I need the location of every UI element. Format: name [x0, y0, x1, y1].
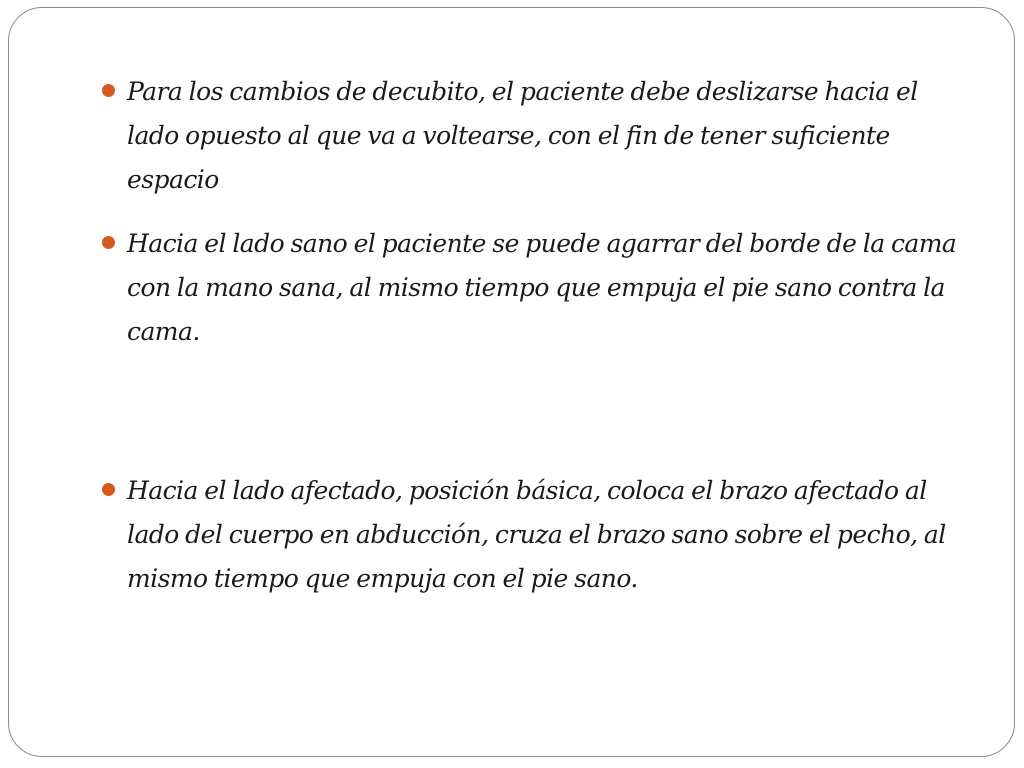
bullet-text: Hacia el lado sano el paciente se puede agarrar del borde de la cama con la mano sana, al mismo tiempo que empuja el pie sano contra la cama.: [127, 229, 957, 346]
slide-frame: [8, 7, 1015, 757]
bullet-dot-icon: [102, 84, 115, 97]
bullet-text: Para los cambios de decubito, el paciente debe deslizarse hacia el lado opuesto al que va a voltearse, con el fin de tener suficiente espacio: [127, 77, 918, 194]
bullet-dot-icon: [102, 483, 115, 496]
bullet-text: Hacia el lado afectado, posición básica, coloca el brazo afectado al lado del cuerpo en abducción, cruza el brazo sano sobre el pecho, al mismo tiempo que empuja con el pie sano.: [127, 476, 946, 593]
bullet-dot-icon: [102, 236, 115, 249]
